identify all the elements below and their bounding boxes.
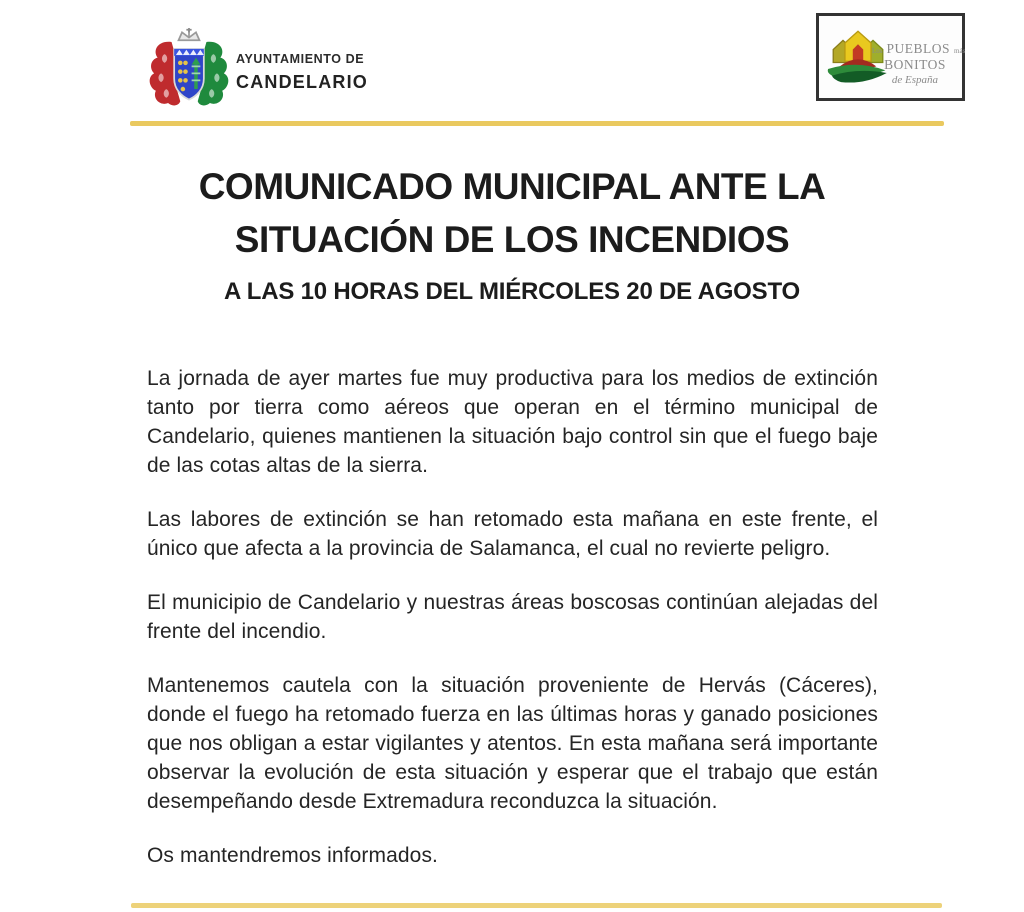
- document-title-line1: COMUNICADO MUNICIPAL ANTE LA: [198, 166, 826, 207]
- paragraph-closing: Os mantendremos informados.: [147, 844, 438, 867]
- wordmark-mas: más: [954, 47, 966, 55]
- header-divider-rule: [130, 121, 944, 126]
- org-name-line1: AYUNTAMIENTO DE: [236, 52, 365, 66]
- wordmark-los: Los: [872, 47, 883, 55]
- wordmark-de-espana: de España: [891, 74, 939, 86]
- document-body: [147, 364, 878, 895]
- pueblos-bonitos-wordmark: [872, 41, 966, 87]
- pueblos-bonitos-logo: [816, 13, 965, 101]
- candelario-coat-of-arms-icon: [145, 28, 233, 110]
- document-title-line2: SITUACIÓN DE LOS INCENDIOS: [234, 219, 790, 260]
- footer-divider-rule: [131, 903, 942, 908]
- paragraph-4: Mantenemos cautela con la situación proveniente de Hervás (Cáceres), donde el fuego ha retomado fuerza en las últimas horas y ganado posiciones que nos obligan a estar vigilantes y atentos. En esta mañana será importante observar la evolución de esta situación y esperar que el trabajo que están desempeñando desde Extremadura reconduzca la situación.: [147, 674, 878, 813]
- wordmark-bonitos: BONITOS: [884, 57, 946, 72]
- org-name: [236, 52, 368, 93]
- document-header: [0, 0, 1024, 120]
- paragraph-2: Las labores de extinción se han retomado esta mañana en este frente, el único que afecta a la provincia de Salamanca, el cual no revierte peligro.: [147, 508, 878, 560]
- wordmark-pueblos: PUEBLOS: [886, 41, 951, 56]
- document-title: [0, 160, 1024, 266]
- paragraph-1: La jornada de ayer martes fue muy productiva para los medios de extinción tanto por tierra como aéreos que operan en el término municipal de Candelario, quienes mantienen la situación bajo control sin que el fuego baje de las cotas altas de la sierra.: [147, 367, 878, 477]
- org-name-line2: CANDELARIO: [236, 72, 368, 92]
- paragraph-3: El municipio de Candelario y nuestras áreas boscosas continúan alejadas del frente del incendio.: [147, 591, 878, 643]
- document-subtitle: A LAS 10 HORAS DEL MIÉRCOLES 20 DE AGOSTO: [224, 278, 800, 305]
